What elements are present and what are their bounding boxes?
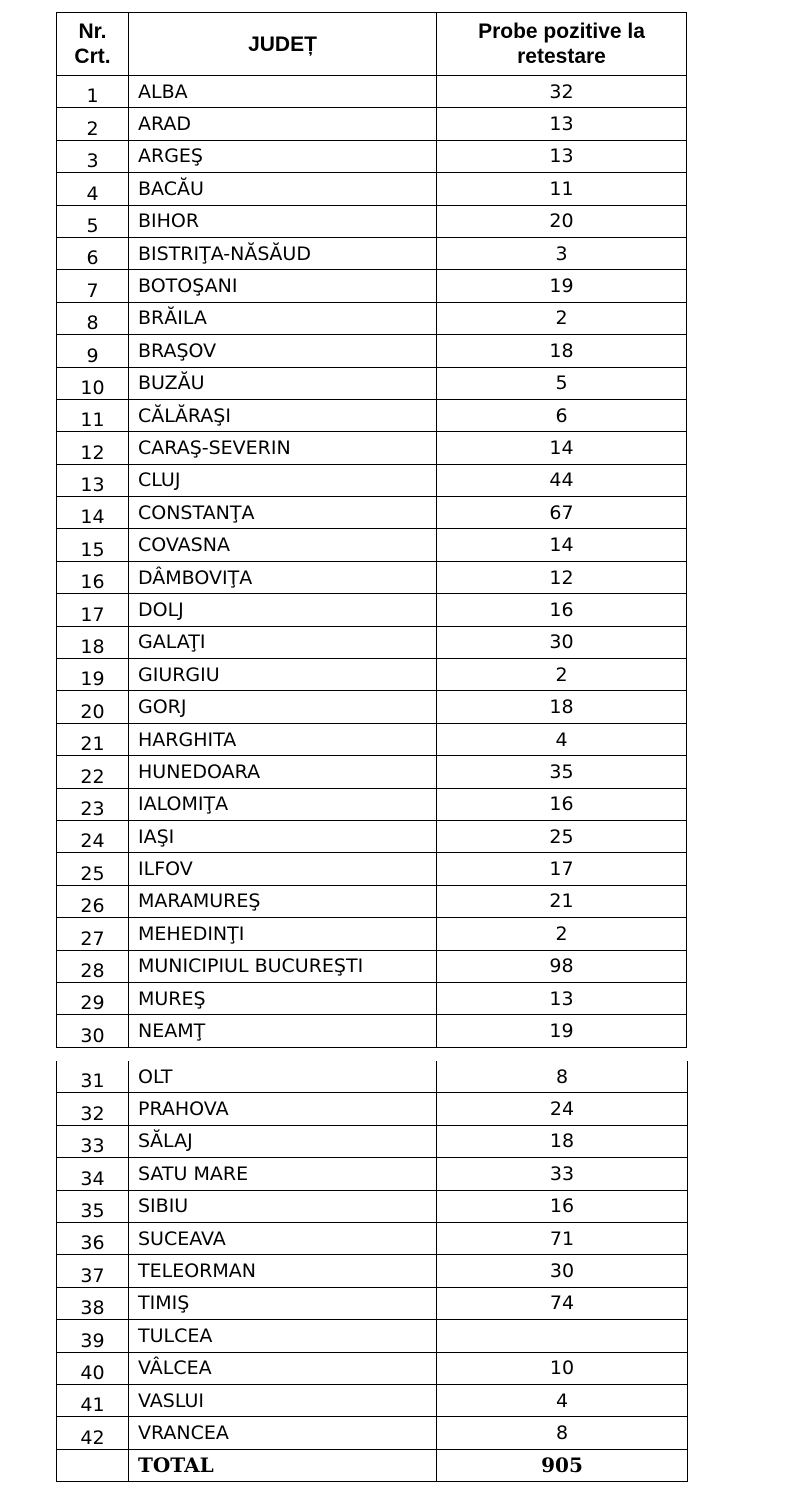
- row-value: 16: [437, 788, 687, 820]
- row-nr: 23: [57, 788, 129, 820]
- row-nr: 7: [57, 270, 129, 302]
- row-value: 35: [437, 756, 687, 788]
- row-nr: 33: [57, 1125, 129, 1157]
- total-nr-cell: [57, 1449, 129, 1481]
- row-nr: 3: [57, 140, 129, 172]
- row-value: 4: [437, 723, 687, 755]
- row-value: 30: [437, 1255, 688, 1287]
- row-nr: 9: [57, 335, 129, 367]
- row-judet: GIURGIU: [129, 659, 437, 691]
- table-row: [57, 1417, 688, 1449]
- row-value: 18: [437, 1125, 688, 1157]
- header-nr-crt-label: Nr. Crt.: [74, 20, 111, 68]
- row-judet: CARAŞ-SEVERIN: [129, 432, 437, 464]
- row-judet: HARGHITA: [129, 723, 437, 755]
- row-value: 2: [437, 918, 687, 950]
- table-row: [57, 270, 687, 302]
- row-nr: 26: [57, 885, 129, 917]
- row-judet: SIBIU: [129, 1190, 437, 1222]
- row-nr: 41: [57, 1384, 129, 1416]
- row-value: 21: [437, 885, 687, 917]
- row-judet: ARAD: [129, 108, 437, 140]
- row-judet: ALBA: [129, 76, 437, 108]
- row-judet: BOTOŞANI: [129, 270, 437, 302]
- row-judet: CLUJ: [129, 464, 437, 496]
- table-row: [57, 399, 687, 431]
- row-value: 2: [437, 659, 687, 691]
- table-row: [57, 1093, 688, 1125]
- row-judet: MUREŞ: [129, 982, 437, 1014]
- row-nr: 39: [57, 1320, 129, 1352]
- row-nr: 22: [57, 756, 129, 788]
- row-nr: 17: [57, 594, 129, 626]
- row-judet: GORJ: [129, 691, 437, 723]
- table-row: [57, 464, 687, 496]
- table-row: [57, 205, 687, 237]
- row-judet: BUZĂU: [129, 367, 437, 399]
- row-nr: 25: [57, 853, 129, 885]
- row-judet: DÂMBOVIŢA: [129, 561, 437, 593]
- row-nr: 27: [57, 918, 129, 950]
- table-row: [57, 918, 687, 950]
- row-nr: 8: [57, 302, 129, 334]
- row-judet: VASLUI: [129, 1384, 437, 1416]
- row-judet: CONSTANŢA: [129, 497, 437, 529]
- table-row: [57, 76, 687, 108]
- row-nr: 21: [57, 723, 129, 755]
- total-row: [57, 1449, 688, 1481]
- row-value: 2: [437, 302, 687, 334]
- row-judet: IALOMIŢA: [129, 788, 437, 820]
- row-nr: 34: [57, 1158, 129, 1190]
- row-judet: BRĂILA: [129, 302, 437, 334]
- table-row: [57, 432, 687, 464]
- row-nr: 28: [57, 950, 129, 982]
- row-judet: MUNICIPIUL BUCUREŞTI: [129, 950, 437, 982]
- table-row: [57, 561, 687, 593]
- row-judet: VÂLCEA: [129, 1352, 437, 1384]
- row-judet: TULCEA: [129, 1320, 437, 1352]
- row-value: 19: [437, 270, 687, 302]
- row-judet: OLT: [129, 1061, 437, 1093]
- row-value: 5: [437, 367, 687, 399]
- table-row: [57, 594, 687, 626]
- table-row: [57, 885, 687, 917]
- row-nr: 42: [57, 1417, 129, 1449]
- row-value: 17: [437, 853, 687, 885]
- row-judet: CĂLĂRAŞI: [129, 399, 437, 431]
- header-probe-pozitive-label: Probe pozitive la retestare: [478, 20, 645, 68]
- row-judet: DOLJ: [129, 594, 437, 626]
- row-value: 44: [437, 464, 687, 496]
- row-judet: BIHOR: [129, 205, 437, 237]
- row-nr: 18: [57, 626, 129, 658]
- header-nr-crt: [57, 13, 129, 76]
- row-value: 67: [437, 497, 687, 529]
- table-row: [57, 1255, 688, 1287]
- row-value: 32: [437, 76, 687, 108]
- row-judet: BRAŞOV: [129, 335, 437, 367]
- table-row: [57, 756, 687, 788]
- row-judet: VRANCEA: [129, 1417, 437, 1449]
- row-value: 18: [437, 335, 687, 367]
- row-nr: 29: [57, 982, 129, 1014]
- row-judet: SUCEAVA: [129, 1222, 437, 1254]
- table-row: [57, 950, 687, 982]
- row-nr: 16: [57, 561, 129, 593]
- table-row: [57, 1061, 688, 1093]
- row-value: 8: [437, 1417, 688, 1449]
- table-row: [57, 1384, 688, 1416]
- row-judet: IAŞI: [129, 820, 437, 852]
- table-row: [57, 497, 687, 529]
- row-judet: NEAMŢ: [129, 1015, 437, 1047]
- row-value: 12: [437, 561, 687, 593]
- table-row: [57, 108, 687, 140]
- row-nr: 19: [57, 659, 129, 691]
- row-value: [437, 1320, 688, 1352]
- table-row: [57, 1287, 688, 1319]
- row-value: 16: [437, 1190, 688, 1222]
- row-judet: TELEORMAN: [129, 1255, 437, 1287]
- row-value: 6: [437, 399, 687, 431]
- row-value: 4: [437, 1384, 688, 1416]
- row-value: 74: [437, 1287, 688, 1319]
- table-row: [57, 982, 687, 1014]
- table-row: [57, 302, 687, 334]
- row-nr: 38: [57, 1287, 129, 1319]
- row-nr: 1: [57, 76, 129, 108]
- row-judet: BACĂU: [129, 173, 437, 205]
- table-row: [57, 1352, 688, 1384]
- table-row: [57, 237, 687, 269]
- row-nr: 15: [57, 529, 129, 561]
- row-judet: HUNEDOARA: [129, 756, 437, 788]
- row-judet: MEHEDINŢI: [129, 918, 437, 950]
- row-nr: 13: [57, 464, 129, 496]
- row-nr: 4: [57, 173, 129, 205]
- row-nr: 14: [57, 497, 129, 529]
- row-nr: 36: [57, 1222, 129, 1254]
- row-value: 16: [437, 594, 687, 626]
- row-nr: 12: [57, 432, 129, 464]
- table-row: [57, 1158, 688, 1190]
- row-judet: BISTRIŢA-NĂSĂUD: [129, 237, 437, 269]
- row-value: 13: [437, 108, 687, 140]
- row-value: 3: [437, 237, 687, 269]
- row-nr: 20: [57, 691, 129, 723]
- row-value: 30: [437, 626, 687, 658]
- table-row: [57, 367, 687, 399]
- table-row: [57, 173, 687, 205]
- row-nr: 37: [57, 1255, 129, 1287]
- row-value: 11: [437, 173, 687, 205]
- header-judet: JUDEȚ: [129, 13, 437, 76]
- row-nr: 11: [57, 399, 129, 431]
- table-row: [57, 788, 687, 820]
- row-value: 13: [437, 140, 687, 172]
- table-row: [57, 626, 687, 658]
- row-judet: TIMIŞ: [129, 1287, 437, 1319]
- table-row: [57, 1190, 688, 1222]
- row-value: 20: [437, 205, 687, 237]
- total-label: TOTAL: [129, 1449, 437, 1481]
- table-row: [57, 335, 687, 367]
- row-value: 13: [437, 982, 687, 1014]
- row-value: 98: [437, 950, 687, 982]
- table-row: [57, 1320, 688, 1352]
- row-judet: ARGEŞ: [129, 140, 437, 172]
- row-nr: 6: [57, 237, 129, 269]
- row-value: 10: [437, 1352, 688, 1384]
- table-row: [57, 723, 687, 755]
- row-value: 19: [437, 1015, 687, 1047]
- table-row: [57, 820, 687, 852]
- row-judet: GALAŢI: [129, 626, 437, 658]
- row-value: 33: [437, 1158, 688, 1190]
- row-value: 14: [437, 529, 687, 561]
- row-value: 24: [437, 1093, 688, 1125]
- table-row: [57, 1015, 687, 1047]
- row-judet: ILFOV: [129, 853, 437, 885]
- table-row: [57, 529, 687, 561]
- header-probe-pozitive: [437, 13, 687, 76]
- row-value: 8: [437, 1061, 688, 1093]
- table-row: [57, 1125, 688, 1157]
- total-value: 905: [437, 1449, 688, 1481]
- row-nr: 2: [57, 108, 129, 140]
- row-value: 18: [437, 691, 687, 723]
- row-nr: 10: [57, 367, 129, 399]
- row-nr: 5: [57, 205, 129, 237]
- table-row: [57, 1222, 688, 1254]
- table-row: [57, 659, 687, 691]
- row-judet: SĂLAJ: [129, 1125, 437, 1157]
- row-judet: COVASNA: [129, 529, 437, 561]
- counties-table-part-1: [56, 12, 687, 1048]
- row-value: 14: [437, 432, 687, 464]
- row-judet: PRAHOVA: [129, 1093, 437, 1125]
- table-row: [57, 853, 687, 885]
- row-nr: 31: [57, 1061, 129, 1093]
- row-nr: 32: [57, 1093, 129, 1125]
- row-nr: 24: [57, 820, 129, 852]
- row-value: 71: [437, 1222, 688, 1254]
- row-judet: SATU MARE: [129, 1158, 437, 1190]
- row-nr: 30: [57, 1015, 129, 1047]
- table-header-row: [57, 13, 687, 76]
- row-value: 25: [437, 820, 687, 852]
- row-judet: MARAMUREŞ: [129, 885, 437, 917]
- row-nr: 40: [57, 1352, 129, 1384]
- table-row: [57, 691, 687, 723]
- table-row: [57, 140, 687, 172]
- counties-table-part-2: [56, 1061, 688, 1482]
- row-nr: 35: [57, 1190, 129, 1222]
